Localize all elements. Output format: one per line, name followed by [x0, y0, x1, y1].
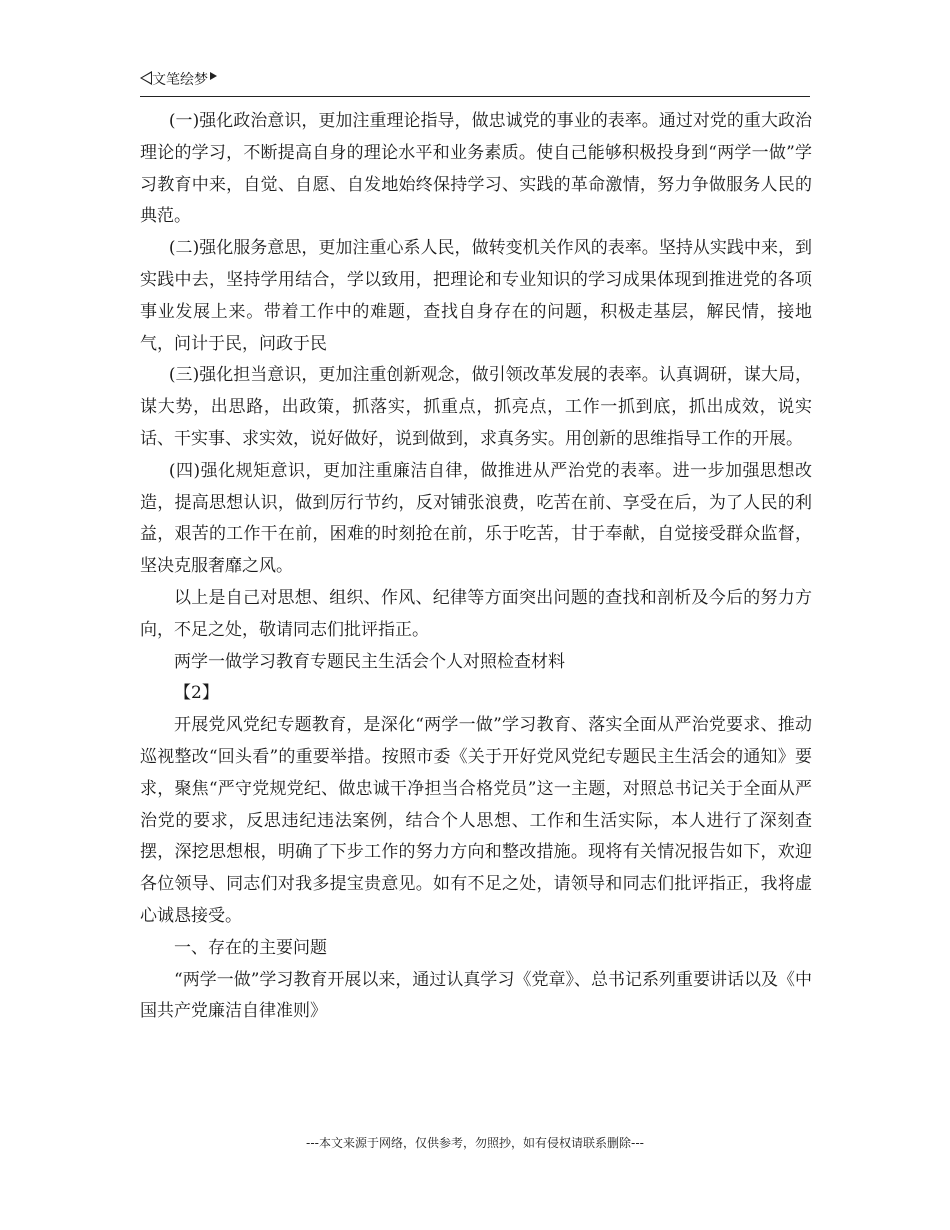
paragraph: “两学一做”学习教育开展以来，通过认真学习《党章》、总书记系列重要讲话以及《中国共产党廉洁自律准则》 — [140, 969, 812, 1022]
paragraph: (二)强化服务意思，更加注重心系人民，做转变机关作风的表率。坚持从实践中来，到实践中去，坚持学用结合，学以致用，把理论和专业知识的学习成果体现到推进党的各项事业发展上来。带着工作中的难题，查找自身存在的问题，积极走基层，解民情，接地气，问计于民，问政于民 — [140, 238, 812, 354]
paragraph: 以上是自己对思想、组织、作风、纪律等方面突出问题的查找和剖析及今后的努力方向，不足之处，敬请同志们批评指正。 — [140, 587, 812, 640]
paragraph: 开展党风党纪专题教育，是深化“两学一做”学习教育、落实全面从严治党要求、推动巡视整改“回头看”的重要举措。按照市委《关于开好党风党纪专题民主生活会的通知》要求，聚焦“严守党规党纪、做忠诚干净担当合格党员”这一主题，对照总书记关于全面从严治党的要求，反思违纪违法案例，结合个人思想、工作和生活实际，本人进行了深刻查摆，深挖思想根，明确了下步工作的努力方向和整改措施。现将有关情况报告如下，欢迎各位领导、同志们对我多提宝贵意见。如有不足之处，请领导和同志们批评指正，我将虚心诚恳接受。 — [140, 715, 812, 926]
section-number: 【2】 — [174, 683, 219, 704]
paragraph: (一)强化政治意识，更加注重理论指导，做忠诚党的事业的表率。通过对党的重大政治理论的学习，不断提高自身的理论水平和业务素质。使自己能够积极投身到“两学一做”学习教育中来，自觉、自愿、自发地始终保持学习、实践的革命激情，努力争做服务人民的典范。 — [140, 111, 812, 227]
header-title: 文笔绘梦 — [152, 72, 208, 88]
paragraph: (四)强化规矩意识，更加注重廉洁自律，做推进从严治党的表率。进一步加强思想改造，提高思想认识，做到厉行节约，反对铺张浪费，吃苦在前、享受在后，为了人民的利益，艰苦的工作干在前，困难的时刻抢在前，乐于吃苦，甘于奉献，自觉接受群众监督，坚决克服奢靡之风。 — [140, 460, 812, 577]
page-header — [140, 70, 810, 97]
document-body — [140, 106, 812, 1028]
triangle-left-icon — [140, 71, 152, 85]
page-footer: ---本文来源于网络，仅供参考，勿照抄，如有侵权请联系删除--- — [306, 1136, 644, 1150]
heading: 一、存在的主要问题 — [174, 937, 327, 958]
section-title: 两学一做学习教育专题民主生活会个人对照检查材料 — [174, 651, 565, 672]
triangle-right-icon — [210, 72, 217, 80]
paragraph: (三)强化担当意识，更加注重创新观念，做引领改革发展的表率。认真调研，谋大局，谋大势，出思路，出政策，抓落实，抓重点，抓亮点，工作一抓到底，抓出成效，说实话、干实事、求实效，说好做好，说到做到，求真务实。用创新的思维指导工作的开展。 — [140, 365, 812, 449]
